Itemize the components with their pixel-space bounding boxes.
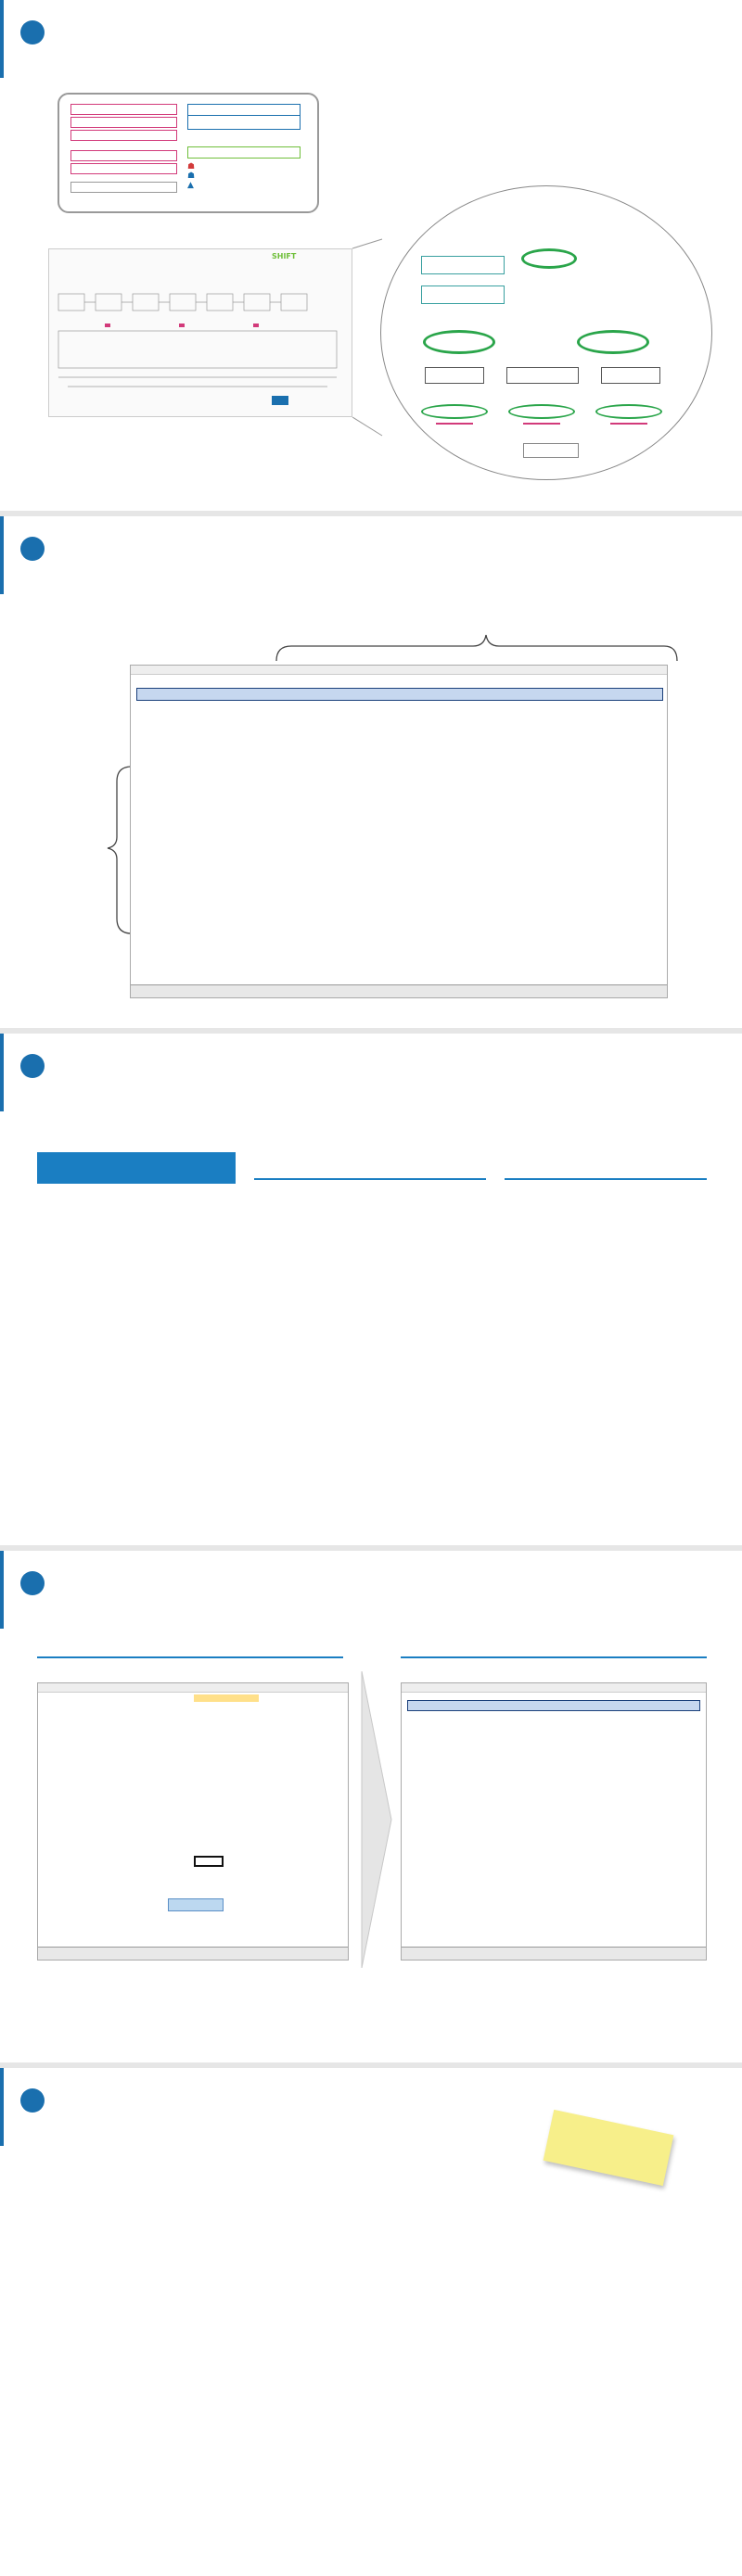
right-line-bubble bbox=[577, 330, 649, 354]
shift-rate bbox=[523, 423, 560, 425]
flow-step bbox=[601, 367, 660, 384]
legend-item bbox=[187, 162, 301, 171]
pink-item bbox=[70, 104, 177, 115]
zoom-circle bbox=[380, 185, 712, 480]
sheet-highlight-cell bbox=[194, 1694, 259, 1702]
sheet-col-letters bbox=[131, 666, 667, 675]
category-header bbox=[37, 1152, 236, 1184]
shift-rate bbox=[436, 423, 473, 425]
sheet-title-bar bbox=[136, 688, 663, 701]
slide-2 bbox=[0, 516, 742, 1028]
blue-item bbox=[187, 104, 301, 116]
pink-input-group bbox=[70, 104, 177, 193]
flow-step bbox=[425, 367, 484, 384]
slide-1 bbox=[0, 0, 742, 511]
left-line-bubble bbox=[423, 330, 495, 354]
oee-item bbox=[187, 146, 301, 159]
capacity-bubble bbox=[508, 404, 575, 419]
impact-column bbox=[505, 1152, 707, 1191]
new-sheet-title bbox=[407, 1700, 700, 1711]
pink-item bbox=[70, 163, 177, 174]
cost-spreadsheet bbox=[130, 665, 668, 998]
technician-icon: ☗ bbox=[187, 162, 196, 171]
slide-4 bbox=[0, 1551, 742, 2062]
capacity-bubble bbox=[595, 404, 662, 419]
slide-5 bbox=[0, 2068, 742, 2576]
slide-number-badge bbox=[20, 20, 45, 44]
wip-icon: ▲ bbox=[187, 181, 194, 190]
sheet-diagonal-accent bbox=[168, 1898, 224, 1911]
sheet-col-letters bbox=[402, 1683, 706, 1693]
slide-number-badge bbox=[20, 1571, 45, 1595]
legend-item bbox=[187, 181, 301, 190]
selected-cell bbox=[194, 1856, 224, 1867]
slide-3 bbox=[0, 1034, 742, 1545]
sheet-tab-bar bbox=[131, 984, 667, 997]
shift-rate bbox=[610, 423, 647, 425]
waterfall-chart bbox=[0, 2068, 742, 2576]
left-panel-head bbox=[37, 1651, 343, 1658]
demand-box bbox=[421, 286, 505, 304]
transition-arrow bbox=[358, 1671, 395, 1968]
slide-accent-bar bbox=[0, 1034, 4, 1111]
twelve-bubble bbox=[521, 248, 577, 269]
pink-item bbox=[70, 182, 177, 193]
sheet-tab-bar bbox=[402, 1947, 706, 1960]
vsm-thumbnail bbox=[48, 248, 352, 417]
vsm-sketch bbox=[49, 266, 352, 414]
slide-accent-bar bbox=[0, 1551, 4, 1629]
vsm-shift-label: SHIFT bbox=[272, 252, 297, 260]
legend-item bbox=[187, 171, 301, 181]
operator-icon: ☗ bbox=[187, 171, 196, 181]
blue-item bbox=[187, 116, 301, 130]
category-column bbox=[37, 1152, 236, 1187]
oee-percent-box bbox=[523, 443, 579, 458]
model-sheet bbox=[37, 1682, 349, 1961]
slide-number-badge bbox=[20, 1054, 45, 1078]
sheet-tab-bar bbox=[38, 1947, 348, 1960]
vsm-title bbox=[49, 249, 352, 255]
new-cost-sheet bbox=[401, 1682, 707, 1961]
pink-item bbox=[70, 117, 177, 128]
input-column bbox=[254, 1152, 486, 1191]
right-panel-head bbox=[401, 1651, 707, 1658]
plan-box bbox=[421, 256, 505, 274]
pink-item bbox=[70, 150, 177, 161]
capacity-bubble bbox=[421, 404, 488, 419]
blue-input-group bbox=[187, 104, 301, 190]
pink-item bbox=[70, 130, 177, 141]
input-header bbox=[254, 1152, 486, 1180]
slide-accent-bar bbox=[0, 0, 4, 78]
sheet-col-letters bbox=[38, 1683, 348, 1693]
impact-header bbox=[505, 1152, 707, 1180]
flow-step bbox=[506, 367, 579, 384]
